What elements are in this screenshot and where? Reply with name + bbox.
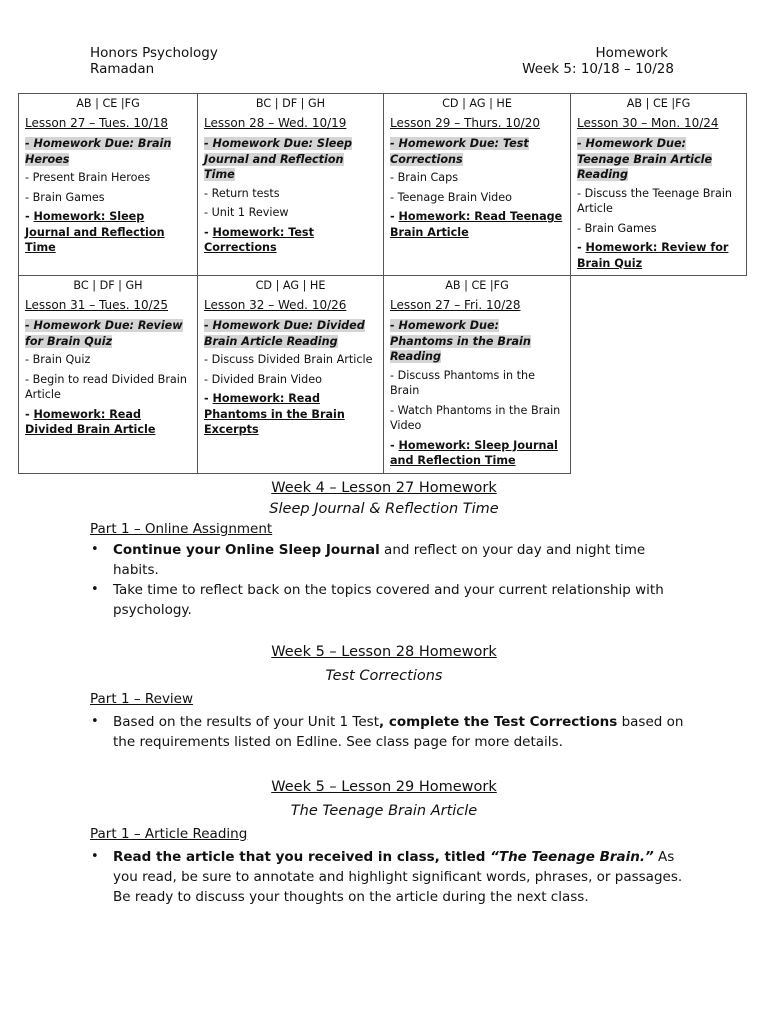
homework-due: - Homework Due: Divided Brain Article Reading bbox=[204, 319, 365, 348]
homework-section bbox=[0, 642, 768, 752]
lesson-title: Lesson 30 – Mon. 10/24 bbox=[577, 115, 719, 130]
bullet-icon: • bbox=[91, 849, 99, 864]
lesson-cell bbox=[384, 276, 571, 474]
homework-assigned: - Homework: Sleep Journal and Reflection Time bbox=[25, 210, 165, 254]
lesson-cell bbox=[19, 276, 198, 474]
lesson-cell bbox=[571, 94, 747, 276]
homework-due: - Homework Due: Sleep Journal and Reflection Time bbox=[204, 137, 352, 181]
part-heading: Part 1 – Review bbox=[90, 691, 194, 707]
lesson-cell bbox=[19, 94, 198, 276]
class-groups: CD | AG | HE bbox=[442, 97, 512, 110]
section-title: Week 5 – Lesson 29 Homework bbox=[271, 779, 497, 795]
schedule-row bbox=[19, 276, 747, 474]
list-item: • Based on the results of your Unit 1 Test, complete the Test Corrections based on the requirements listed on Edline. See class page for more details. bbox=[91, 714, 684, 750]
part-heading: Part 1 – Online Assignment bbox=[90, 521, 273, 537]
homework-assigned: - Homework: Read Phantoms in the Brain Excerpts bbox=[204, 392, 345, 436]
doc-type: Homework bbox=[595, 45, 668, 61]
homework-assigned: - Homework: Read Teenage Brain Article bbox=[390, 210, 563, 239]
lesson-cell bbox=[198, 94, 384, 276]
lesson-title: Lesson 32 – Wed. 10/26 bbox=[204, 297, 347, 312]
activity-item: - Brain Games bbox=[25, 190, 105, 204]
list-item: • Read the article that you received in class, titled “The Teenage Brain.” As you read, be sure to annotate and highlight significant words, phrases, or passages. Be ready to discuss your thoughts on the article during the next class. bbox=[91, 849, 683, 905]
homework-due: - Homework Due: Test Corrections bbox=[390, 137, 529, 166]
homework-assigned: - Homework: Test Corrections bbox=[204, 225, 314, 254]
activity-item: - Unit 1 Review bbox=[204, 206, 289, 219]
homework-due: - Homework Due: Brain Heroes bbox=[25, 137, 172, 166]
homework-assigned: - Homework: Review for Brain Quiz bbox=[577, 241, 729, 270]
activity-item: - Return tests bbox=[204, 186, 280, 200]
class-groups: BC | DF | GH bbox=[255, 97, 326, 110]
homework-section bbox=[0, 478, 768, 620]
class-groups: AB | CE |FG bbox=[445, 279, 509, 292]
activity-item: - Discuss Divided Brain Article bbox=[204, 353, 373, 366]
section-title: Week 4 – Lesson 27 Homework bbox=[271, 480, 497, 496]
schedule-table bbox=[18, 93, 747, 474]
list-item: • Continue your Online Sleep Journal and reflect on your day and night time habits. bbox=[91, 542, 646, 578]
activity-item: - Present Brain Heroes bbox=[25, 171, 151, 184]
schedule-row bbox=[19, 94, 747, 276]
lesson-cell bbox=[198, 276, 384, 474]
class-groups: AB | CE |FG bbox=[76, 97, 140, 110]
lesson-title: Lesson 27 – Tues. 10/18 bbox=[25, 115, 168, 130]
part-heading: Part 1 – Article Reading bbox=[90, 826, 248, 842]
lesson-title: Lesson 27 – Fri. 10/28 bbox=[390, 297, 521, 312]
section-subtitle: The Teenage Brain Article bbox=[290, 803, 478, 819]
class-groups: CD | AG | HE bbox=[255, 279, 326, 292]
section-subtitle: Test Corrections bbox=[325, 668, 443, 684]
week-range: Week 5: 10/18 – 10/28 bbox=[522, 61, 674, 77]
lesson-title: Lesson 28 – Wed. 10/19 bbox=[204, 115, 347, 130]
list-item: • Take time to reflect back on the topics covered and your current relationship with psychology. bbox=[91, 582, 664, 618]
activity-item: - Divided Brain Video bbox=[204, 372, 322, 386]
empty-cell bbox=[571, 276, 747, 474]
section-subtitle: Sleep Journal & Reflection Time bbox=[269, 501, 499, 517]
homework-due: - Homework Due: Teenage Brain Article Reading bbox=[577, 137, 713, 181]
activity-item: - Brain Games bbox=[577, 221, 657, 235]
activity-item: - Teenage Brain Video bbox=[390, 190, 513, 204]
lesson-title: Lesson 29 – Thurs. 10/20 bbox=[390, 115, 540, 130]
teacher-name: Ramadan bbox=[90, 61, 155, 77]
bullet-list bbox=[0, 847, 768, 907]
homework-section bbox=[0, 777, 768, 907]
homework-assigned: - Homework: Sleep Journal and Reflection Time bbox=[390, 438, 558, 467]
class-groups: BC | DF | GH bbox=[73, 279, 143, 292]
activity-item: - Begin to read Divided Brain Article bbox=[25, 372, 187, 401]
activity-item: - Discuss the Teenage Brain Article bbox=[577, 186, 733, 215]
activity-item: - Brain Caps bbox=[390, 171, 459, 184]
lesson-title: Lesson 31 – Tues. 10/25 bbox=[25, 297, 168, 312]
bullet-icon: • bbox=[91, 714, 99, 729]
lesson-cell bbox=[384, 94, 571, 276]
homework-due: - Homework Due: Phantoms in the Brain Reading bbox=[390, 319, 531, 363]
activity-item: - Brain Quiz bbox=[25, 353, 91, 366]
doc-header-left bbox=[90, 45, 218, 77]
activity-item: - Discuss Phantoms in the Brain bbox=[390, 368, 536, 397]
doc-header-right bbox=[522, 45, 674, 77]
bullet-icon: • bbox=[91, 542, 99, 557]
class-groups: AB | CE |FG bbox=[626, 97, 691, 110]
course-name: Honors Psychology bbox=[90, 45, 218, 61]
bullet-list bbox=[0, 712, 768, 752]
activity-item: - Watch Phantoms in the Brain Video bbox=[390, 403, 561, 432]
homework-assigned: - Homework: Read Divided Brain Article bbox=[25, 407, 156, 436]
bullet-icon: • bbox=[91, 582, 99, 597]
homework-due: - Homework Due: Review for Brain Quiz bbox=[25, 319, 183, 348]
section-title: Week 5 – Lesson 28 Homework bbox=[271, 644, 497, 660]
bullet-list bbox=[0, 540, 768, 620]
